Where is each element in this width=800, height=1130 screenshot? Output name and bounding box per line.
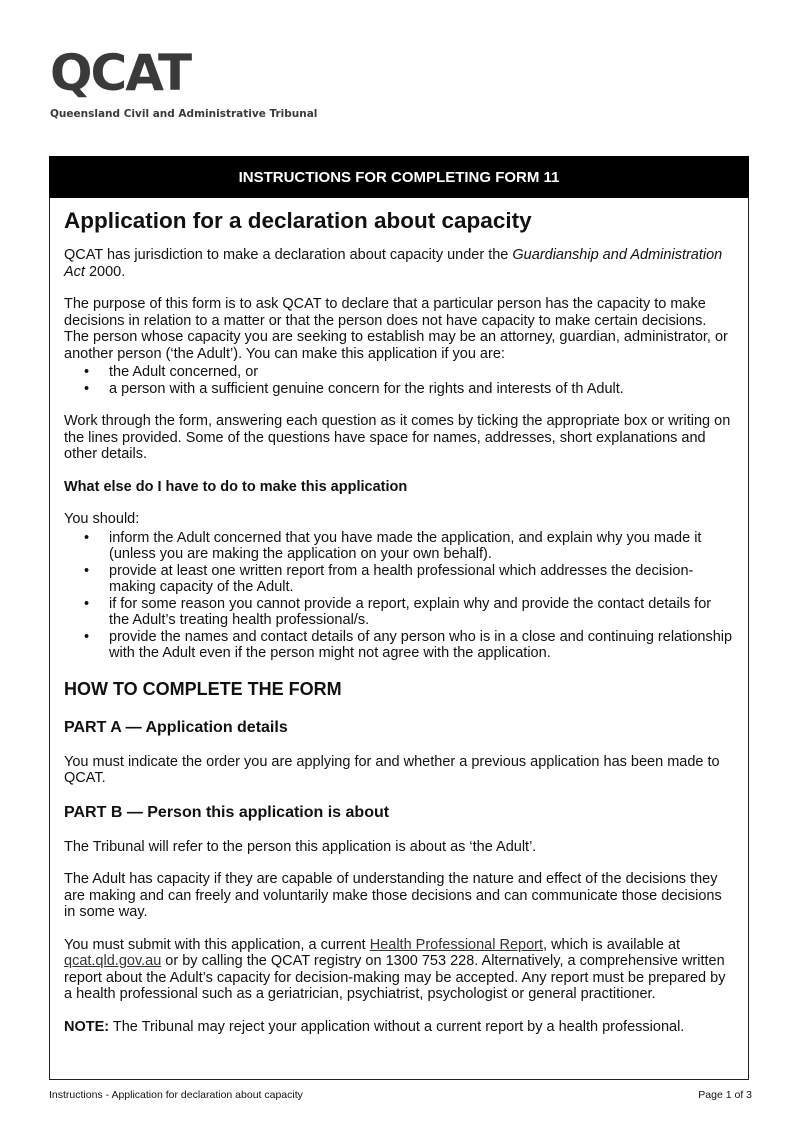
page-title: Application for a declaration about capacity	[64, 208, 532, 233]
footer-document-title: Instructions - Application for declaration about capacity	[49, 1089, 303, 1101]
part-b-p3-a: You must submit with this application, a current	[64, 936, 370, 953]
list-item: • if for some reason you cannot provide a report, explain why and provide the contact details for the Adult’s treating health professional/s.	[64, 596, 734, 629]
instructions-frame	[49, 156, 749, 1080]
footer-page-number: Page 1 of 3	[698, 1089, 752, 1101]
part-b-p3-c: or by calling the QCAT registry on 1300 753 228. Alternatively, a comprehensive written report about the Adult’s capacity for decision-making may be accepted. Any report must be prepared by a health professional such as a geriatrician, psychiatrist, psychologist or general practitioner.	[64, 953, 726, 1002]
list-item: • a person with a sufficient genuine concern for the rights and interests of th Adult.	[64, 381, 734, 398]
part-a-heading: PART A — Application details	[64, 718, 288, 736]
list-item: • provide at least one written report from a health professional which addresses the decision-making capacity of the Adult.	[64, 563, 734, 596]
list-item: • provide the names and contact details of any person who is in a close and continuing relationship with the Adult even if the person might not agree with the application.	[64, 629, 734, 662]
intro-paragraph-3: Work through the form, answering each question as it comes by ticking the appropriate box or writing on the lines provided. Some of the questions have space for names, addresses, short explanations and other details.	[64, 413, 731, 462]
logo-mark: QCAT	[50, 44, 191, 102]
instructions-banner: INSTRUCTIONS FOR COMPLETING FORM 11	[49, 156, 749, 198]
qcat-website-link[interactable]: qcat.qld.gov.au	[64, 953, 162, 969]
part-b-paragraph-1: The Tribunal will refer to the person this application is about as ‘the Adult’.	[64, 838, 537, 855]
part-b-p3-b: , which is available at	[543, 936, 681, 953]
what-else-heading: What else do I have to do to make this application	[64, 478, 408, 495]
page-footer	[49, 1089, 752, 1101]
part-b-paragraph-3	[64, 937, 734, 1003]
requirements-list	[64, 530, 734, 662]
qcat-logo	[50, 44, 317, 120]
note-label: NOTE:	[64, 1018, 110, 1035]
intro-paragraph-2: The purpose of this form is to ask QCAT to declare that a particular person has the capacity to make decisions in relation to a matter or that the person does not have capacity to make certain decisions. The person whose capacity you are seeking to establish may be an attorney, guardian, administrator, or another person (‘the Adult’). You can make this application if you are:	[64, 296, 728, 362]
eligibility-list	[64, 364, 734, 397]
health-professional-report-link[interactable]: Health Professional Report	[369, 936, 544, 953]
note-text: The Tribunal may reject your application without a current report by a health professional.	[109, 1018, 685, 1035]
logo-subtitle: Queensland Civil and Administrative Tribunal	[50, 108, 318, 120]
act-name: Guardianship and Administration Act	[64, 247, 723, 280]
list-item: • the Adult concerned, or	[64, 364, 734, 381]
note-paragraph	[64, 1019, 734, 1036]
what-else-lead: You should:	[64, 511, 140, 527]
list-item: • inform the Adult concerned that you have made the application, and explain why you made it (unless you are making the application on your own behalf).	[64, 530, 734, 563]
part-a-text: You must indicate the order you are applying for and whether a previous application has been made to QCAT.	[64, 753, 720, 786]
part-b-paragraph-2: The Adult has capacity if they are capable of understanding the nature and effect of the decisions they are making and can freely and voluntarily make those decisions and can communicate those decisions in some way.	[64, 871, 722, 920]
how-to-heading: HOW TO COMPLETE THE FORM	[64, 678, 342, 699]
intro-p1-after: 2000.	[84, 263, 126, 280]
intro-paragraph-1	[64, 247, 734, 280]
part-b-heading: PART B — Person this application is about	[64, 803, 390, 821]
intro-p1-before: QCAT has jurisdiction to make a declaration about capacity under the	[64, 247, 513, 263]
instructions-content	[50, 198, 748, 1035]
